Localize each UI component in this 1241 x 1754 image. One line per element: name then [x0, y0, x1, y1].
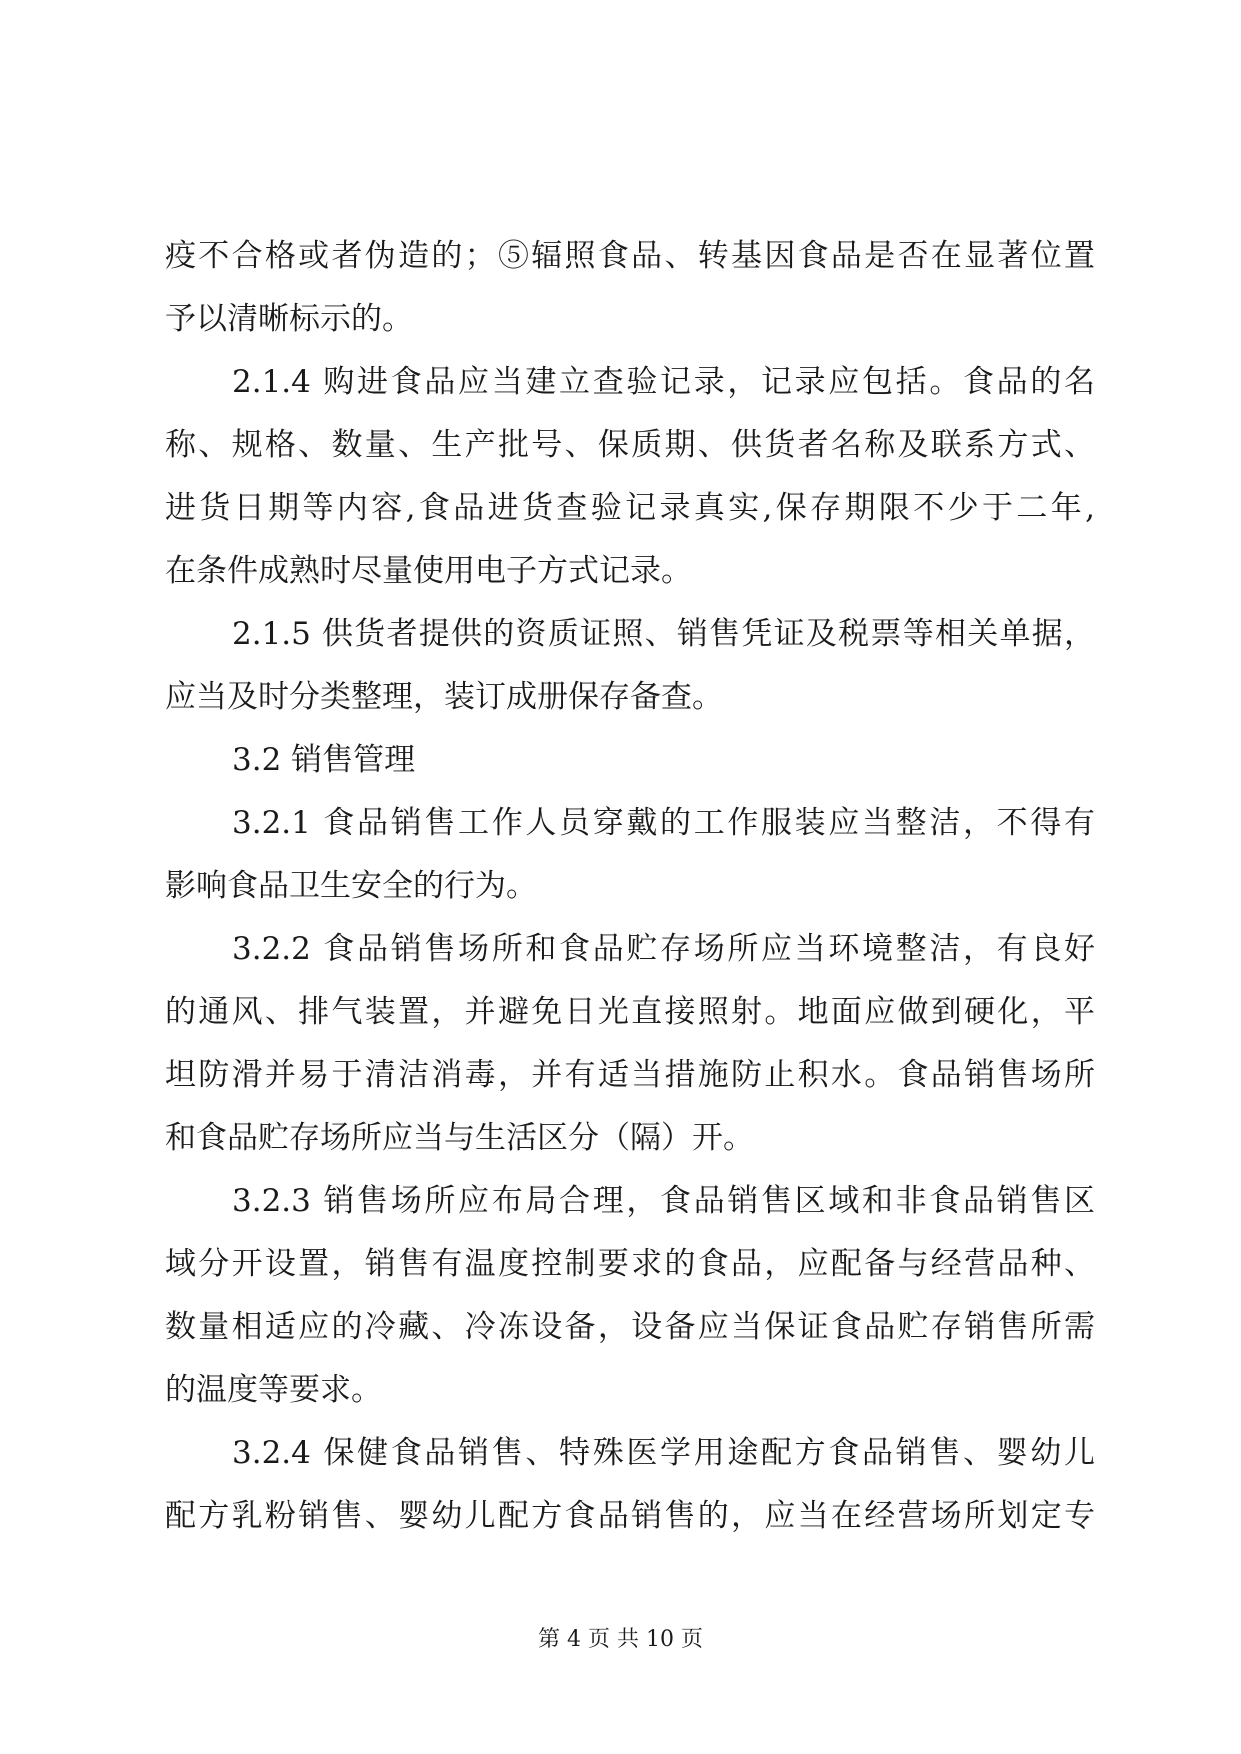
text-line: 应当及时分类整理，装订成册保存备查。: [165, 679, 723, 715]
text-line: 疫不合格或者伪造的；⑤辐照食品、转基因食品是否在显著位置: [165, 238, 1095, 274]
section-heading: 3.2 销售管理: [232, 742, 416, 778]
text-line: 3.2.4 保健食品销售、特殊医学用途配方食品销售、婴幼儿: [232, 1435, 1095, 1471]
text-line: 3.2.3 销售场所应布局合理，食品销售区域和非食品销售区: [232, 1183, 1095, 1219]
text-line: 3.2.1 食品销售工作人员穿戴的工作服装应当整洁，不得有: [232, 805, 1095, 841]
text-line: 域分开设置，销售有温度控制要求的食品，应配备与经营品种、: [165, 1246, 1095, 1282]
text-line: 进货日期等内容,食品进货查验记录真实,保存期限不少于二年,: [165, 490, 1095, 526]
text-line: 2.1.4 购进食品应当建立查验记录，记录应包括。食品的名: [232, 364, 1095, 400]
text-line: 在条件成熟时尽量使用电子方式记录。: [165, 553, 692, 589]
text-line: 予以清晰标示的。: [165, 301, 413, 337]
document-body: [165, 225, 1095, 1548]
text-line: 3.2.2 食品销售场所和食品贮存场所应当环境整洁，有良好: [232, 931, 1095, 967]
text-line: 的通风、排气装置，并避免日光直接照射。地面应做到硬化，平: [165, 994, 1095, 1030]
page-number: 第 4 页 共 10 页: [538, 1627, 703, 1652]
text-line: 和食品贮存场所应当与生活区分（隔）开。: [165, 1120, 754, 1156]
text-line: 的温度等要求。: [165, 1372, 382, 1408]
page-footer: [0, 1622, 1241, 1653]
text-line: 2.1.5 供货者提供的资质证照、销售凭证及税票等相关单据，: [232, 616, 1095, 652]
text-line: 坦防滑并易于清洁消毒，并有适当措施防止积水。食品销售场所: [165, 1057, 1095, 1093]
text-line: 称、规格、数量、生产批号、保质期、供货者名称及联系方式、: [165, 427, 1095, 463]
text-line: 影响食品卫生安全的行为。: [165, 868, 537, 904]
text-line: 配方乳粉销售、婴幼儿配方食品销售的，应当在经营场所划定专: [165, 1498, 1095, 1534]
text-line: 数量相适应的冷藏、冷冻设备，设备应当保证食品贮存销售所需: [165, 1309, 1095, 1345]
